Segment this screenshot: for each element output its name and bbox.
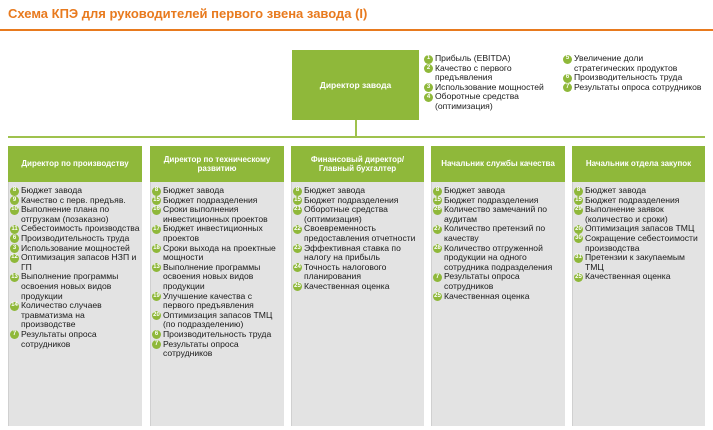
- kpi-item: [574, 234, 703, 253]
- kpi-text: Своевременность предоставления отчетности: [304, 223, 416, 243]
- kpi-text: Точность налогового планирования: [304, 261, 387, 282]
- kpi-text: Оптимизация запасов НЗП и ГП: [21, 252, 137, 272]
- kpi-number-badge: 20: [152, 311, 161, 320]
- kpi-number-badge: 7: [10, 330, 19, 339]
- kpi-text: Результаты опроса сотрудников: [163, 338, 239, 359]
- kpi-number-badge: 15: [152, 196, 161, 205]
- kpi-text: Бюджет подразделения: [585, 194, 680, 205]
- kpi-text: Количество замечаний по аудитам: [444, 204, 548, 224]
- kpi-number-badge: 16: [152, 206, 161, 215]
- connector-vertical: [355, 120, 357, 136]
- column-header: Начальник службы качества: [431, 146, 565, 182]
- kpi-number-badge: 25: [574, 273, 583, 282]
- kpi-item: [10, 205, 140, 224]
- kpi-text: Бюджет подразделения: [444, 194, 539, 205]
- kpi-number-badge: 12: [10, 254, 19, 263]
- kpi-item: [433, 224, 563, 243]
- kpi-text: Сокращение себестоимости производства: [585, 232, 698, 253]
- kpi-text: Выполнение заявок (количество и сроки): [585, 204, 668, 224]
- kpi-item: [152, 340, 282, 359]
- kpi-number-badge: 15: [433, 196, 442, 205]
- kpi-number-badge: 18: [152, 244, 161, 253]
- kpi-number-badge: 4: [424, 93, 433, 102]
- kpi-item: [152, 205, 282, 224]
- column-kpi-list: [433, 186, 563, 301]
- plant-director-label: Директор завода: [319, 80, 392, 90]
- kpi-text: Выполнение программы освоения новых видов продукции: [163, 261, 261, 291]
- kpi-text: Выполнение программы освоения новых видов продукции: [21, 271, 119, 301]
- kpi-number-badge: 25: [433, 292, 442, 301]
- kpi-item: [563, 54, 703, 73]
- kpi-number-badge: 26: [433, 206, 442, 215]
- kpi-number-badge: 29: [574, 206, 583, 215]
- kpi-text: Претензии к закупаемым ТМЦ: [585, 252, 685, 272]
- kpi-number-badge: 5: [563, 55, 572, 64]
- kpi-text: Бюджет завода: [304, 185, 366, 195]
- kpi-item: [10, 330, 140, 349]
- kpi-number-badge: 31: [574, 254, 583, 263]
- kpi-text: Сроки выполнения инвестиционных проектов: [163, 204, 268, 224]
- kpi-text: Бюджет подразделения: [304, 194, 399, 205]
- kpi-number-badge: 8: [10, 187, 19, 196]
- kpi-number-badge: 30: [574, 234, 583, 243]
- kpi-item: [293, 263, 422, 282]
- kpi-text: Увеличение доли стратегических продуктов: [574, 53, 678, 73]
- kpi-item: [574, 253, 703, 272]
- kpi-item: [152, 263, 282, 292]
- kpi-number-badge: 22: [293, 225, 302, 234]
- kpi-item: [10, 301, 140, 330]
- kpi-number-badge: 20: [574, 225, 583, 234]
- kpi-number-badge: 2: [424, 64, 433, 73]
- kpi-item: [563, 83, 703, 93]
- kpi-number-badge: 14: [10, 302, 19, 311]
- kpi-number-badge: 1: [424, 55, 433, 64]
- kpi-text: Бюджет завода: [21, 185, 83, 195]
- kpi-item: [152, 224, 282, 243]
- kpi-number-badge: 7: [433, 273, 442, 282]
- page-title: Схема КПЭ для руководителей первого звена завода (I): [8, 6, 368, 21]
- kpi-number-badge: 10: [10, 206, 19, 215]
- kpi-number-badge: 13: [152, 263, 161, 272]
- kpi-item: [433, 272, 563, 291]
- kpi-number-badge: 19: [152, 292, 161, 301]
- kpi-text: Качественная оценка: [444, 290, 530, 301]
- column-header: Директор по производству: [8, 146, 142, 182]
- kpi-item: [10, 253, 140, 272]
- kpi-text: Производительность труда: [163, 328, 272, 339]
- kpi-number-badge: 21: [293, 206, 302, 215]
- kpi-number-badge: 23: [293, 244, 302, 253]
- column-header: Финансовый директор/ Главный бухгалтер: [291, 146, 424, 182]
- connector-horizontal: [8, 136, 705, 138]
- column-header: Начальник отдела закупок: [572, 146, 705, 182]
- kpi-number-badge: 15: [574, 196, 583, 205]
- kpi-item: [152, 311, 282, 330]
- kpi-number-badge: 8: [293, 187, 302, 196]
- kpi-number-badge: 6: [152, 330, 161, 339]
- kpi-text: Результаты опроса сотрудников: [444, 271, 520, 291]
- kpi-text: Бюджет завода: [585, 185, 647, 195]
- kpi-number-badge: 27: [433, 225, 442, 234]
- column-header: Директор по техническому развитию: [150, 146, 284, 182]
- kpi-item: [10, 272, 140, 301]
- kpi-number-badge: 7: [563, 83, 572, 92]
- kpi-text: Себестоимость производства: [21, 223, 140, 234]
- kpi-item: [293, 282, 422, 292]
- column-kpi-list: [293, 186, 422, 292]
- column-kpi-list: [574, 186, 703, 282]
- kpi-number-badge: 7: [152, 340, 161, 349]
- kpi-item: [152, 292, 282, 311]
- kpi-text: Производительность труда: [574, 72, 683, 83]
- kpi-text: Бюджет завода: [444, 185, 506, 195]
- kpi-number-badge: 28: [433, 244, 442, 253]
- kpi-text: Бюджет подразделения: [163, 194, 258, 205]
- kpi-text: Качество с перв. предъяв.: [21, 194, 126, 205]
- kpi-number-badge: 3: [424, 83, 433, 92]
- kpi-item: [293, 205, 422, 224]
- kpi-text: Оборотные средства (оптимизация): [304, 204, 388, 224]
- kpi-number-badge: 9: [10, 196, 19, 205]
- column-kpi-list: [10, 186, 140, 349]
- kpi-number-badge: 8: [433, 187, 442, 196]
- kpi-number-badge: 8: [152, 187, 161, 196]
- kpi-text: Производительность труда: [21, 232, 130, 243]
- kpi-item: [424, 64, 564, 83]
- kpi-item: [424, 92, 564, 111]
- kpi-item: [574, 272, 703, 282]
- kpi-text: Количество претензий по качеству: [444, 223, 546, 243]
- title-divider: [0, 29, 713, 31]
- kpi-item: [433, 205, 563, 224]
- kpi-text: Оборотные средства (оптимизация): [435, 91, 519, 111]
- kpi-number-badge: 15: [293, 196, 302, 205]
- kpi-item: [293, 224, 422, 243]
- kpi-text: Использование мощностей: [435, 81, 544, 92]
- kpi-text: Сроки выхода на проектные мощности: [163, 242, 276, 263]
- kpi-text: Качество с первого предъявления: [435, 62, 512, 83]
- kpi-number-badge: 13: [10, 273, 19, 282]
- kpi-text: Улучшение качества с первого предъявления: [163, 290, 254, 311]
- kpi-item: [433, 244, 563, 273]
- kpi-text: Бюджет завода: [163, 185, 225, 195]
- kpi-item: [152, 244, 282, 263]
- kpi-text: Качественная оценка: [585, 271, 671, 282]
- kpi-text: Использование мощностей: [21, 242, 130, 253]
- kpi-text: Качественная оценка: [304, 280, 390, 291]
- kpi-text: Прибыль (EBITDA): [435, 53, 511, 63]
- kpi-item: [293, 244, 422, 263]
- kpi-number-badge: 6: [10, 234, 19, 243]
- kpi-text: Количество случаев травматизма на производстве: [21, 300, 102, 330]
- column-kpi-list: [152, 186, 282, 359]
- kpi-number-badge: 6: [563, 74, 572, 83]
- kpi-number-badge: 17: [152, 225, 161, 234]
- kpi-number-badge: 11: [10, 225, 19, 234]
- kpi-text: Результаты опроса сотрудников: [21, 328, 97, 349]
- kpi-text: Результаты опроса сотрудников: [574, 81, 702, 92]
- kpi-text: Количество отгруженной продукции на одного сотрудника подразделения: [444, 242, 553, 272]
- plant-director-kpis-right: [563, 54, 703, 92]
- kpi-number-badge: 24: [293, 263, 302, 272]
- kpi-text: Выполнение плана по отгрузкам (позаказно): [21, 204, 110, 224]
- plant-director-kpis-left: [424, 54, 564, 112]
- kpi-item: [574, 205, 703, 224]
- kpi-number-badge: 25: [293, 282, 302, 291]
- plant-director-box: [292, 50, 419, 120]
- kpi-text: Оптимизация запасов ТМЦ (по подразделению): [163, 309, 273, 330]
- kpi-text: Бюджет инвестиционных проектов: [163, 223, 263, 243]
- kpi-number-badge: 3: [10, 244, 19, 253]
- kpi-text: Оптимизация запасов ТМЦ: [585, 223, 695, 234]
- kpi-number-badge: 8: [574, 187, 583, 196]
- kpi-item: [433, 292, 563, 302]
- kpi-text: Эффективная ставка по налогу на прибыль: [304, 242, 401, 263]
